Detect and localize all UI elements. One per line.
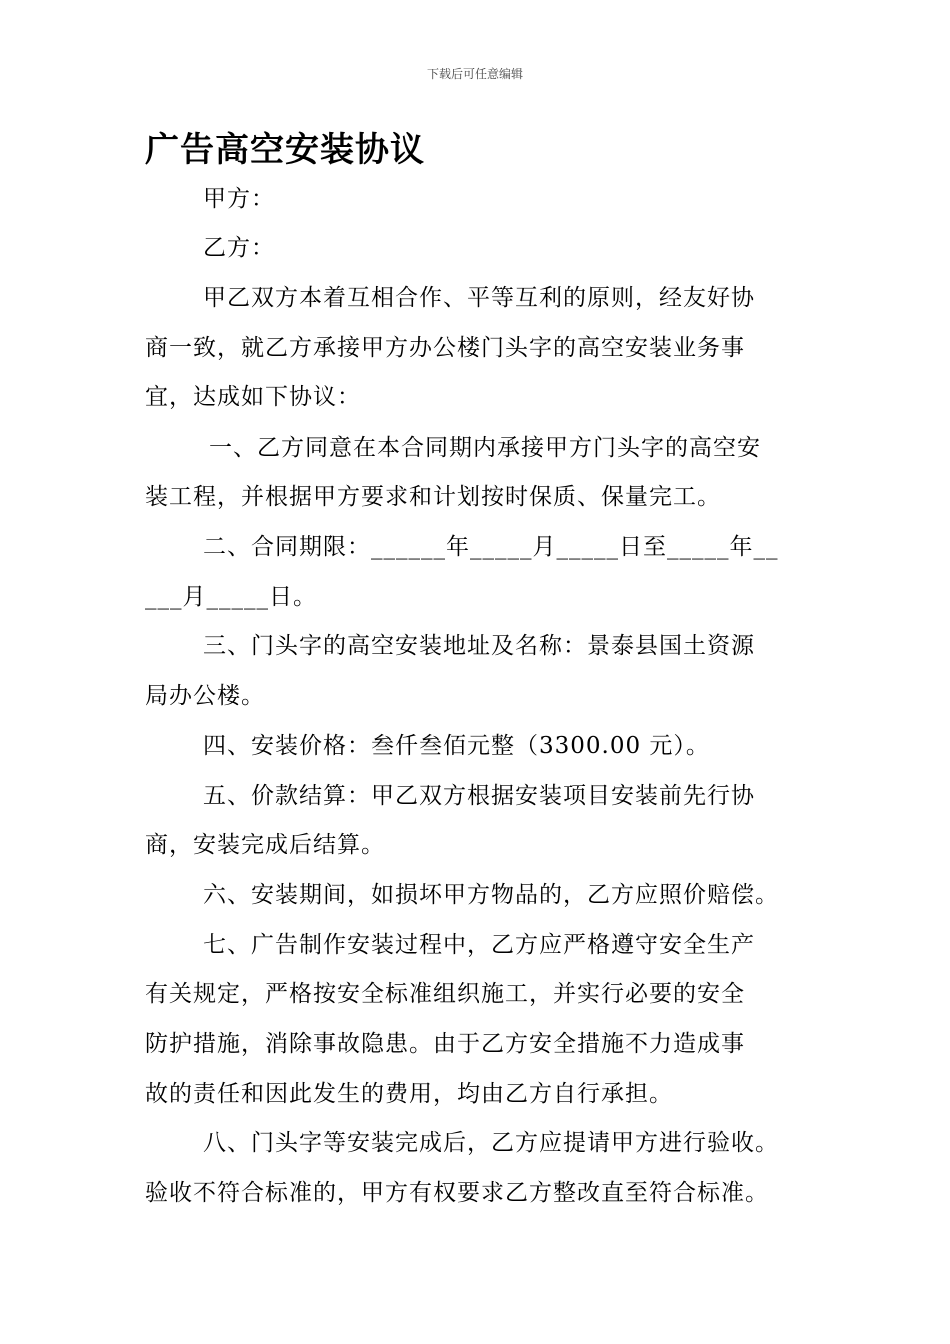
intro-line-1: 甲乙双方本着互相合作、平等互利的原则，经友好协 xyxy=(203,285,755,311)
clause-5-line-1: 五、价款结算：甲乙双方根据安装项目安装前先行协 xyxy=(203,783,755,809)
intro-line-3: 宜，达成如下协议： xyxy=(145,384,361,410)
clause-2-line-2: ___月_____日。 xyxy=(145,584,317,610)
intro-line-2: 商一致，就乙方承接甲方办公楼门头字的高空安装业务事 xyxy=(145,335,745,361)
clause-2-line-1: 二、合同期限：______年_____月_____日至_____年__ xyxy=(203,534,779,560)
document-title: 广告高空安装协议 xyxy=(145,130,425,170)
clause-1-line-1: 一、乙方同意在本合同期内承接甲方门头字的高空安 xyxy=(209,435,761,461)
clause-4-line: 四、安装价格：叁仟叁佰元整（3300.00 元）。 xyxy=(203,733,710,759)
page-header: 下载后可任意编辑 xyxy=(426,67,523,81)
clause-8-line-1: 八、门头字等安装完成后，乙方应提请甲方进行验收。 xyxy=(203,1130,779,1156)
clause-1-line-2: 装工程，并根据甲方要求和计划按时保质、保量完工。 xyxy=(145,484,721,510)
clause-8-line-2: 验收不符合标准的，甲方有权要求乙方整改直至符合标准。 xyxy=(145,1180,769,1206)
party-b-line: 乙方： xyxy=(203,235,275,261)
clause-6-line: 六、安装期间，如损坏甲方物品的，乙方应照价赔偿。 xyxy=(203,882,779,908)
party-a-line: 甲方： xyxy=(203,186,275,212)
clause-5-line-2: 商，安装完成后结算。 xyxy=(145,832,385,858)
clause-7-line-1: 七、广告制作安装过程中，乙方应严格遵守安全生产 xyxy=(203,932,755,958)
clause-7-line-2: 有关规定，严格按安全标准组织施工，并实行必要的安全 xyxy=(145,981,745,1007)
clause-3-line-1: 三、门头字的高空安装地址及名称：景泰县国土资源 xyxy=(203,633,755,659)
clause-7-line-4: 故的责任和因此发生的费用，均由乙方自行承担。 xyxy=(145,1081,673,1107)
clause-3-line-2: 局办公楼。 xyxy=(145,683,265,709)
clause-7-line-3: 防护措施，消除事故隐患。由于乙方安全措施不力造成事 xyxy=(145,1031,745,1057)
